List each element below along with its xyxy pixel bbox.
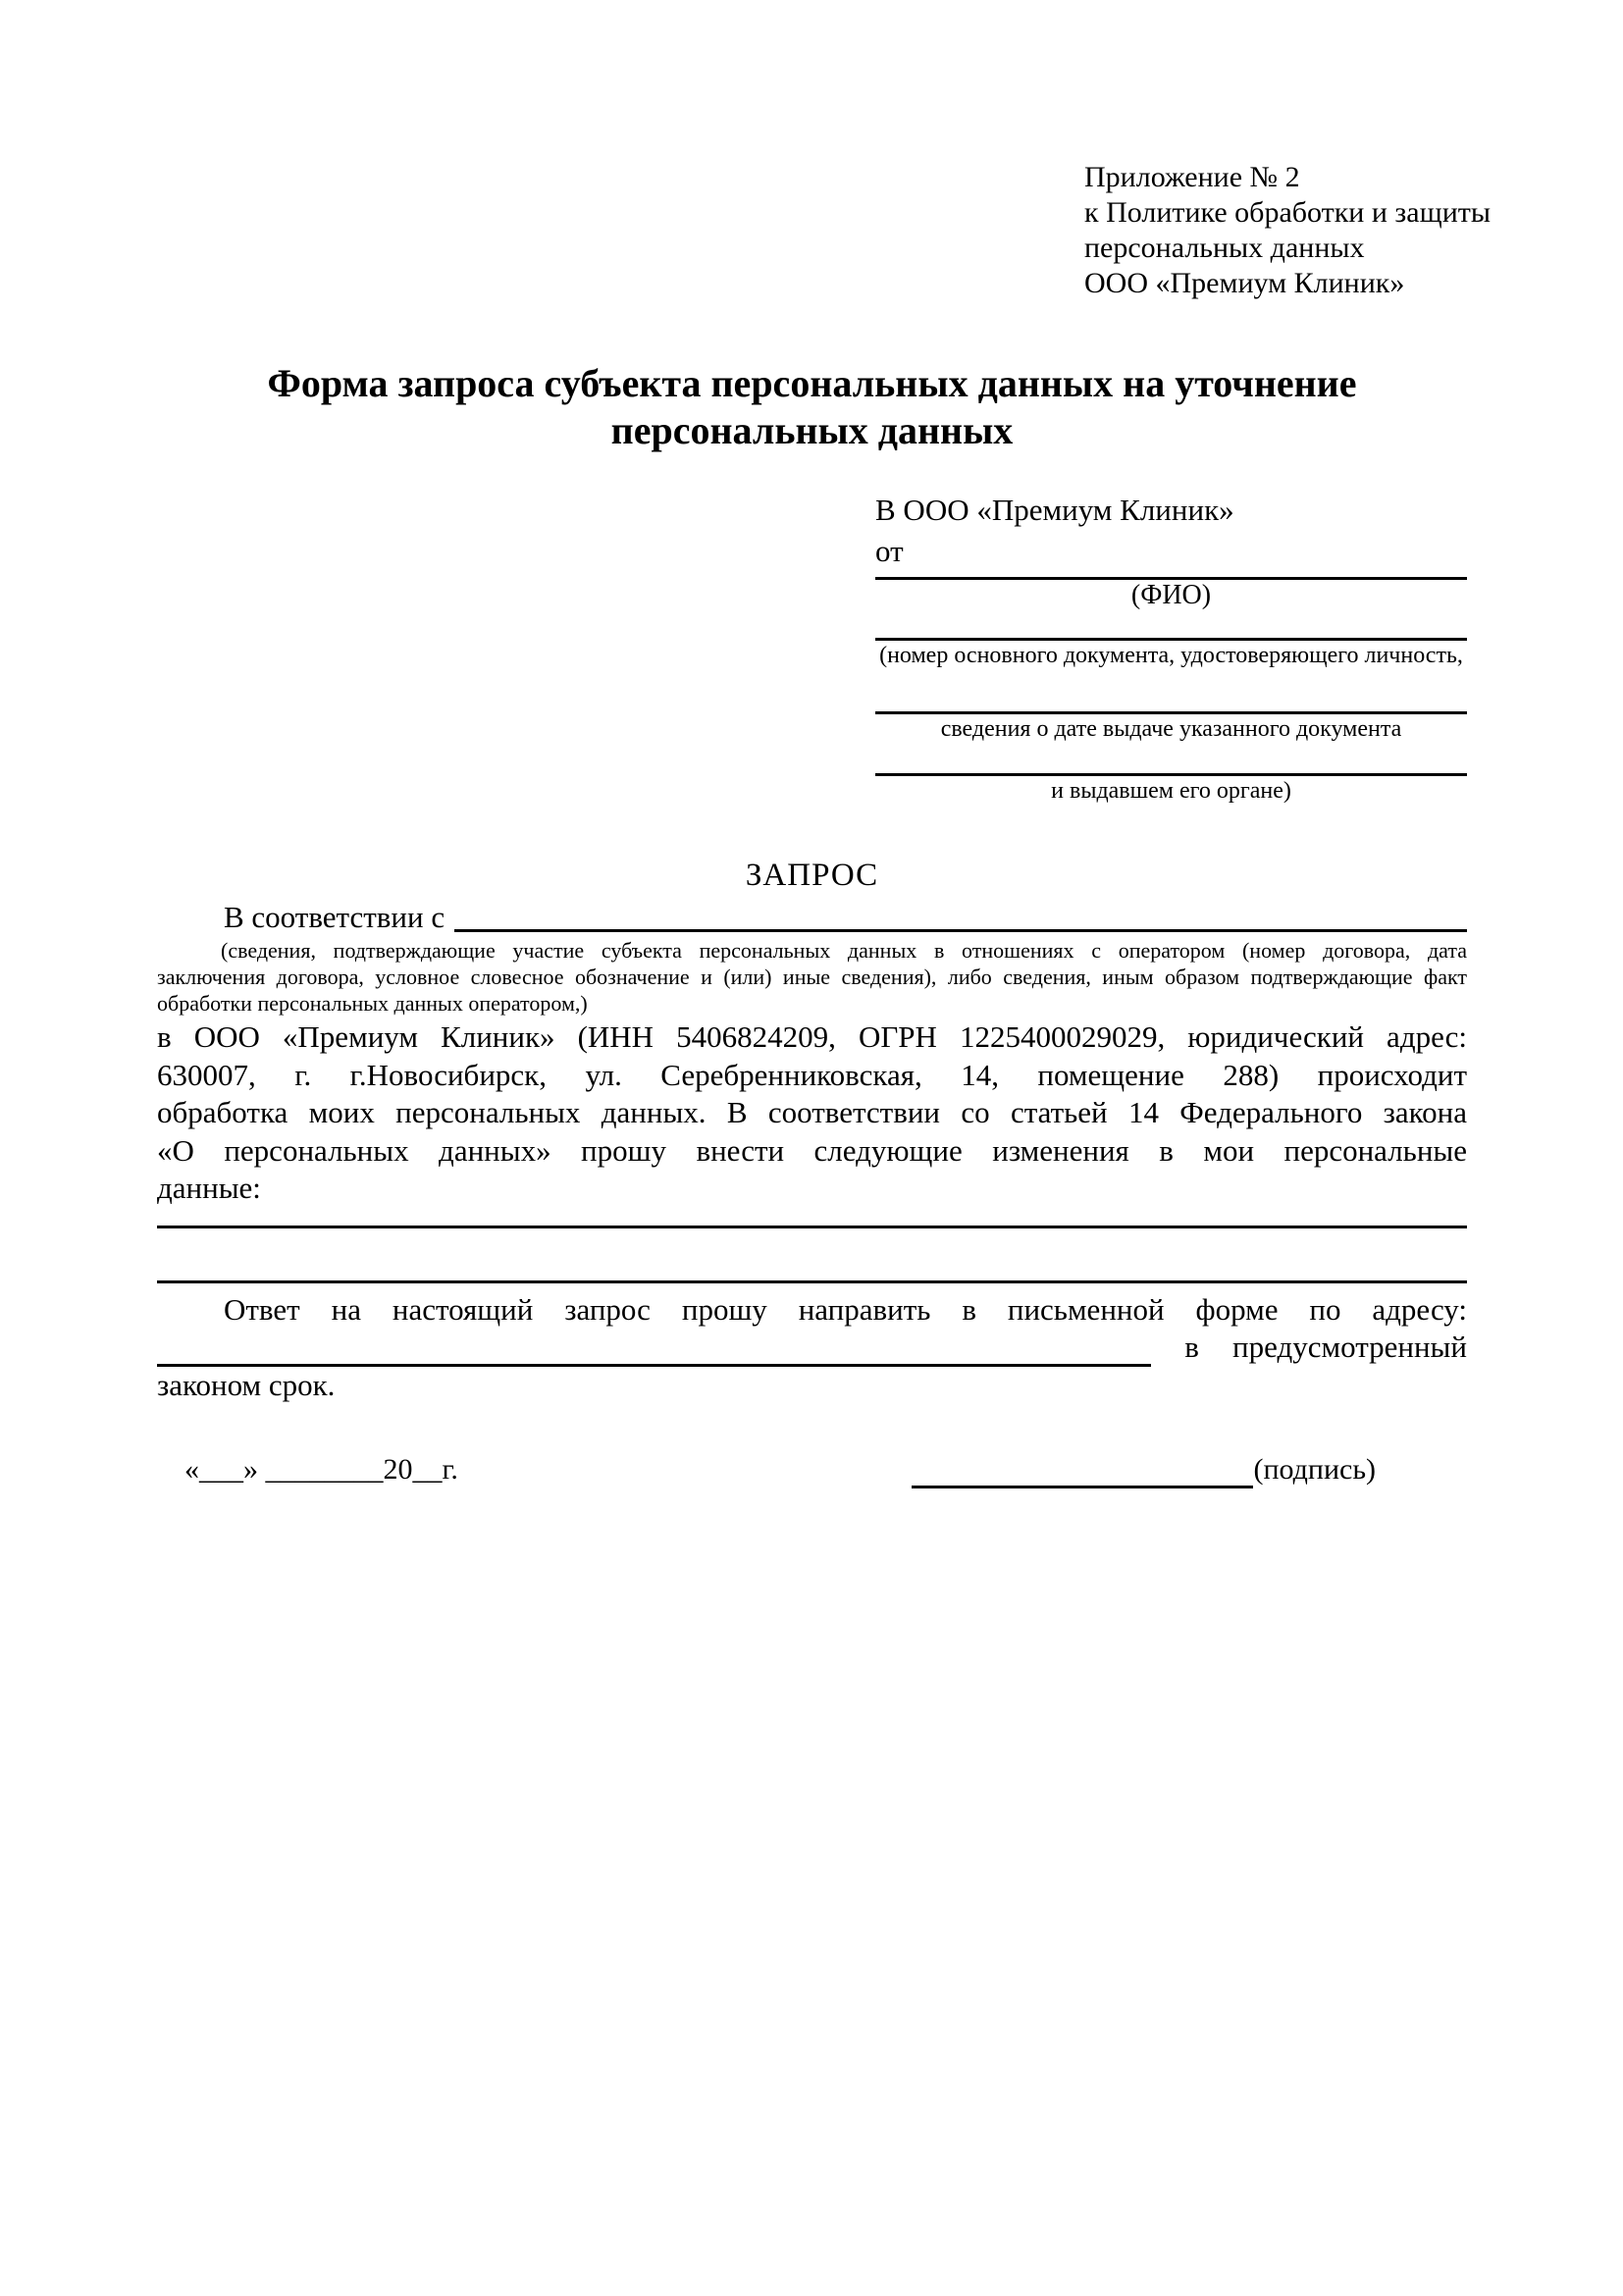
doc-issuer-fill-group xyxy=(875,744,1467,806)
signature-label: (подпись) xyxy=(1253,1453,1376,1486)
fio-fill-group xyxy=(875,572,1467,611)
addressee-from: от xyxy=(875,534,904,568)
appendix-line-4: ООО «Премиум Клиник» xyxy=(1084,267,1405,299)
note-line-2: заключения договора, условное словесное обозначение и (или) иные сведения), либо сведения, иным образом подтверждающие факт xyxy=(157,965,1467,989)
fio-label: (ФИО) xyxy=(1130,580,1212,610)
signature-group xyxy=(912,1451,1376,1488)
changes-blank-line-1 xyxy=(157,1208,1467,1228)
answer-line-3: законом срок. xyxy=(157,1367,336,1402)
accordance-blank-line xyxy=(454,898,1467,932)
answer-word-predusmotrennyj: предусмотренный xyxy=(1232,1330,1467,1364)
doc-date-blank-line xyxy=(875,670,1467,714)
appendix-line-2: к Политике обработки и защиты xyxy=(1084,196,1492,229)
answer-paragraph xyxy=(157,1291,1467,1405)
accordance-line xyxy=(157,898,1467,937)
date-blank-text: «___» ________20__г. xyxy=(184,1453,458,1486)
doc-issuer-blank-line xyxy=(875,744,1467,776)
accordance-prefix: В соответствии с xyxy=(224,900,445,934)
document-title-line-1: Форма запроса субъекта персональных данных на уточнение xyxy=(267,361,1357,405)
doc-number-blank-line xyxy=(875,611,1467,641)
signature-blank-line xyxy=(912,1453,1253,1488)
doc-issuer-label: и выдавшем его органе) xyxy=(1051,778,1291,804)
fio-blank-line xyxy=(875,572,1467,580)
body-line-1: в ООО «Премиум Клиник» (ИНН 5406824209, ОГРН 1225400029029, юридический адрес: xyxy=(157,1019,1467,1054)
doc-number-fill-group xyxy=(875,611,1467,670)
answer-line-1: Ответ на настоящий запрос прошу направить в письменной форме по адресу: xyxy=(224,1291,1467,1327)
appendix-block xyxy=(1084,160,1492,301)
doc-date-fill-group xyxy=(875,670,1467,744)
answer-word-v: в xyxy=(1184,1330,1199,1364)
note-line-3: обработки персональных данных оператором,) xyxy=(157,991,588,1016)
request-body xyxy=(157,1018,1467,1208)
date-signature-row xyxy=(157,1451,1467,1488)
addressee-block xyxy=(875,490,1467,806)
addressee-to: В ООО «Премиум Клиник» xyxy=(875,493,1234,527)
body-line-3: обработка моих персональных данных. В соответствии со статьей 14 Федерального закона xyxy=(157,1095,1467,1129)
body-line-2: 630007, г. г.Новосибирск, ул. Серебренниковская, 14, помещение 288) происходит xyxy=(157,1057,1467,1092)
address-blank-line xyxy=(157,1331,1151,1367)
changes-blank-line-2 xyxy=(157,1228,1467,1283)
small-print-note xyxy=(157,937,1467,1017)
request-heading: ЗАПРОС xyxy=(745,858,879,893)
appendix-line-1: Приложение № 2 xyxy=(1084,161,1300,193)
body-line-4: «О персональных данных» прошу внести следующие изменения в мои персональные xyxy=(157,1132,1467,1168)
document-title-line-2: персональных данных xyxy=(610,408,1014,452)
answer-line-2 xyxy=(157,1329,1467,1367)
doc-date-label: сведения о дате выдаче указанного документа xyxy=(940,716,1402,742)
note-line-1: (сведения, подтверждающие участие субъекта персональных данных в отношениях с оператором (номер договора, дата xyxy=(221,938,1467,963)
body-line-5: данные: xyxy=(157,1171,261,1205)
document-title xyxy=(157,360,1467,454)
doc-number-label: (номер основного документа, удостоверяющего личность, xyxy=(879,643,1463,668)
appendix-line-3: персональных данных xyxy=(1084,232,1365,264)
